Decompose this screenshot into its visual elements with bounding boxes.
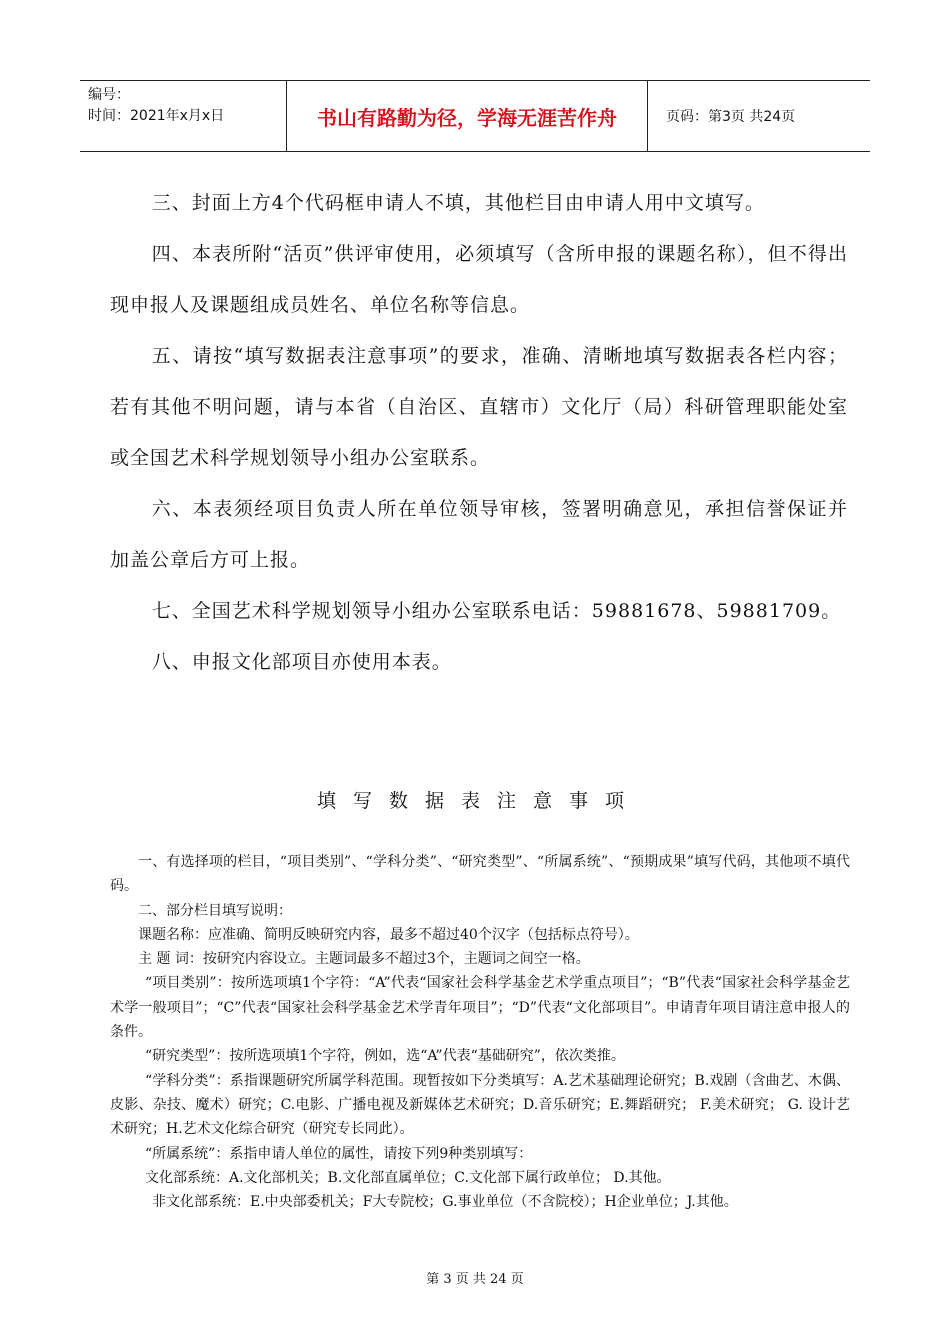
- header-motto: 书山有路勤为径，学海无涯苦作舟: [286, 81, 648, 151]
- code-label: 编号：: [88, 87, 130, 103]
- paragraph: 六、本表须经项目负责人所在单位领导审核，签署明确意见，承担信誉保证并加盖公章后方可上报。: [110, 498, 848, 571]
- notes-body: [110, 850, 850, 1214]
- page-header: [80, 80, 870, 152]
- paragraph: 八、申报文化部项目亦使用本表。: [151, 651, 452, 673]
- note-line: 主 题 词：按研究内容设立。主题词最多不超过3个，主题词之间空一格。: [138, 951, 590, 968]
- instructions-body: [110, 178, 848, 688]
- time-label: 时间：2021年x月x日: [88, 108, 225, 124]
- paragraph: 五、请按“填写数据表注意事项”的要求，准确、清晰地填写数据表各栏内容；若有其他不明问题，请与本省（自治区、直辖市）文化厅（局）科研管理职能处室或全国艺术科学规划领导小组办公室联系。: [110, 345, 848, 469]
- note-line: “所属系统”：系指申请人单位的属性，请按下列9种类别填写：: [145, 1145, 533, 1162]
- note-line: 文化部系统：A.文化部机关；B.文化部直属单位；C.文化部下属行政单位； D.其他。: [145, 1169, 671, 1186]
- paragraph: 三、封面上方4个代码框申请人不填，其他栏目由申请人用中文填写。: [151, 192, 765, 214]
- header-page-info: 页码：第3页 共24页: [666, 109, 796, 125]
- note-line: “学科分类”：系指课题研究所属学科范围。现暂按如下分类填写：A.艺术基础理论研究；B.戏剧（含曲艺、木偶、皮影、杂技、魔术）研究；C.电影、广播电视及新媒体艺术研究；D.音乐研究；E.舞蹈研究； F.美术研究； G. 设计艺术研究；H.艺术文化综合研究（研究专长同此）。: [110, 1072, 850, 1138]
- paragraph: 七、全国艺术科学规划领导小组办公室联系电话：59881678、59881709。: [151, 600, 842, 622]
- paragraph: 四、本表所附“活页”供评审使用，必须填写（含所申报的课题名称），但不得出现申报人及课题组成员姓名、单位名称等信息。: [110, 243, 848, 316]
- notes-title: 填写数据表注意事项: [316, 790, 641, 812]
- note-line: “研究类型”：按所选项填1个字符，例如，选“A”代表“基础研究”，依次类推。: [145, 1048, 625, 1065]
- header-meta: [88, 85, 278, 127]
- note-line: 课题名称：应准确、简明反映研究内容，最多不超过40个汉字（包括标点符号）。: [138, 926, 639, 943]
- note-line: 非文化部系统：E.中央部委机关；F大专院校；G.事业单位（不含院校）；H企业单位；J.其他。: [152, 1194, 738, 1211]
- note-line: 二、部分栏目填写说明：: [138, 902, 292, 919]
- note-line: 一、有选择项的栏目，“项目类别”、“学科分类”、“研究类型”、“所属系统”、“预期成果”填写代码，其他项不填代码。: [110, 854, 850, 895]
- page-footer: 第 3 页 共 24 页: [426, 1272, 524, 1287]
- note-line: “项目类别”：按所选项填1个字符：“A”代表“国家社会科学基金艺术学重点项目”；“B”代表“国家社会科学基金艺术学一般项目”；“C”代表“国家社会科学基金艺术学青年项目”；“D”代表“文化部项目”。申请青年项目请注意申报人的条件。: [110, 975, 850, 1041]
